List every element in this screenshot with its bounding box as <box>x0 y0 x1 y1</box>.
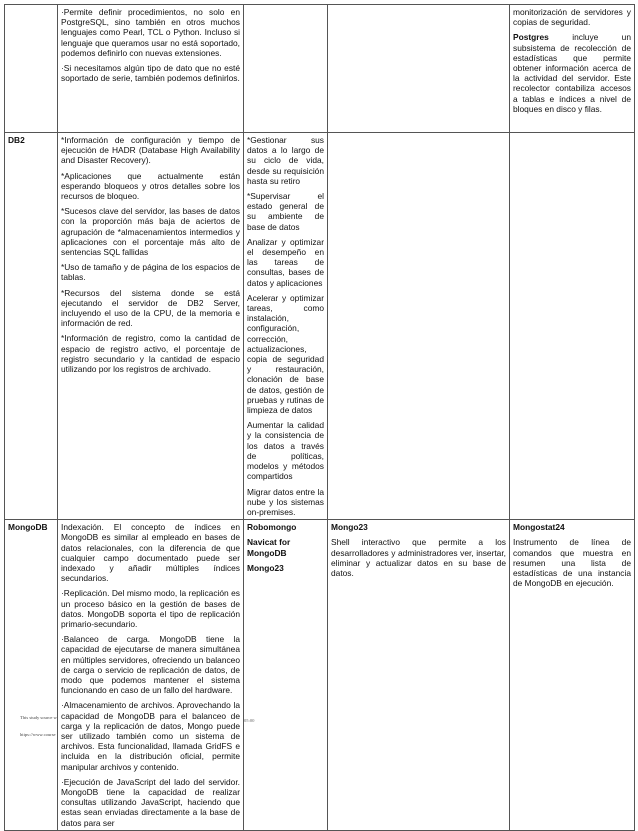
db2-feature-3: Analizar y optimizar el desempeño en las tareas de consultas, bases de datos y aplicaciones <box>247 236 324 288</box>
postgres-monitor-desc <box>513 32 631 114</box>
db2-feature-6: Migrar datos entre la nube y los sistemas on-premises. <box>247 486 324 517</box>
mongo-desc-p2: ·Replicación. Del mismo modo, la replicación es un proceso básico en la gestión de bases de datos. MongoDB soporta el tipo de replicación primario-secundario. <box>61 588 240 629</box>
mongo-stat-desc: Instrumento de línea de comandos que muestra en resumen una lista de estadísticas de una instancia de MongoDB en ejecución. <box>513 537 631 589</box>
db2-feature-1: *Gestionar sus datos a lo largo de su ciclo de vida, desde su requisición hasta su retiro <box>247 135 324 186</box>
cell-postgres-desc <box>58 5 244 133</box>
db2-desc-p5: *Recursos del sistema donde se está ejecutando el servidor de DB2 Server, incluyendo el uso de la CPU, de la memoria e información de red. <box>61 287 240 329</box>
cell-empty-4 <box>328 5 510 133</box>
db2-feature-5: Aumentar la calidad y la consistencia de los datos a través de políticas, modelos y métodos compartidos <box>247 420 324 482</box>
cell-mongodb-shell <box>328 520 510 831</box>
mongo-stat-title: Mongostat24 <box>513 522 565 533</box>
db2-feature-2: *Supervisar el estado general de su ambiente de base de datos <box>247 191 324 232</box>
cell-mongodb-desc <box>58 520 244 831</box>
db2-desc-p1: *Información de configuración y tiempo de ejecución de HADR (Database High Availability and Disaster Recovery). <box>61 135 240 166</box>
mongo-tool-2: Navicat for MongoDB <box>247 537 291 558</box>
mongo-desc-p4: ·Almacenamiento de archivos. Aprovechando la capacidad de MongoDB para el balanceo de carga y la replicación de datos, Mongo puede ser utilizado también como un sistema de archivos. Esta funcionalidad, llamada GridFS e incluida en la distribución oficial, permite manipular archivos y contenido. <box>61 700 240 772</box>
table-row-mongodb <box>5 520 635 831</box>
cell-postgres-monitor <box>510 5 635 133</box>
db2-desc-p6: *Información de registro, como la cantidad de espacio de registro activo, el porcentaje de registro secundario y la cantidad de espacio utilizando por los registros de archivado. <box>61 333 240 375</box>
cell-mongodb-tools <box>244 520 328 831</box>
db2-feature-4: Acelerar y optimizar tareas, como instalación, configuración, corrección, actualizaciones, copia de seguridad y restauración, clonación de base de datos, gestión de pruebas y rutinas de limpieza de datos <box>247 292 324 416</box>
postgres-monitor-text: monitorización de servidores y copias de seguridad. <box>513 7 631 28</box>
postgres-desc-p2: ·Si necesitamos algún tipo de dato que no esté soportado de serie, también podemos definirlos. <box>61 63 240 84</box>
cell-mongodb-stat <box>510 520 635 831</box>
cell-db2-desc <box>58 133 244 520</box>
cell-mongodb-name: MongoDB <box>5 520 58 831</box>
cell-db2-features <box>244 133 328 520</box>
mongo-desc-p3: ·Balanceo de carga. MongoDB tiene la capacidad de ejecutarse de manera simultánea en múltiples servidores, ofreciendo un balanceo de carga o servicio de replicación de datos, de modo que podemos mantener el sistema funcionando en caso de un fallo del hardware. <box>61 634 240 696</box>
mongo-desc-p5: ·Ejecución de JavaScript del lado del servidor. MongoDB tiene la capacidad de realizar consultas utilizando JavaScript, haciendo que estas sean enviadas directamente a la base de datos para ser <box>61 776 240 828</box>
mongo-tool-1: Robomongo <box>247 522 297 533</box>
footer-url-line: https://www.course <box>20 732 56 737</box>
db2-desc-p2: *Aplicaciones que actualmente están esperando bloqueos y otros detalles sobre los recursos de bloqueo. <box>61 170 240 202</box>
table-row-db2 <box>5 133 635 520</box>
db2-desc-p4: *Uso de tamaño y de página de los espacios de tablas. <box>61 262 240 283</box>
comparison-table <box>4 4 635 831</box>
cell-name-empty <box>5 5 58 133</box>
table-row-postgres-continued <box>5 5 635 133</box>
db2-desc-p3: *Sucesos clave del servidor, las bases de datos con la proporción más baja de aciertos de agrupación de *almacenamientos intermedios y aplicaciones con el porcentaje más alto de sentencias SQL fallidas <box>61 206 240 258</box>
cell-db2-empty-5 <box>510 133 635 520</box>
postgres-desc-p1: ·Permite definir procedimientos, no solo en PostgreSQL, sino también en otros muchos lenguajes como Pearl, TCL o Python. Incluso si lenguaje que queramos usar no está soportado, podemos definirlo con nuevas extensiones. <box>61 7 240 58</box>
watermark-time: 05:00 <box>244 718 255 723</box>
mongo-shell-title: Mongo23 <box>331 522 368 533</box>
postgres-monitor-title: Postgres <box>513 32 549 43</box>
footer-source-line: This study source w <box>20 715 57 720</box>
mongo-shell-desc: Shell interactivo que permite a los desarrolladores y administradores ver, insertar, eliminar y actualizar datos en su base de datos. <box>331 537 506 578</box>
cell-db2-empty-4 <box>328 133 510 520</box>
cell-db2-name: DB2 <box>5 133 58 520</box>
mongo-tool-3: Mongo23 <box>247 562 284 573</box>
mongo-desc-p1: Indexación. El concepto de índices en MongoDB es similar al empleado en bases de datos relacionales, con la diferencia de que cualquier campo documentado puede ser indexado y añadir múltiples índices secundarios. <box>61 522 240 584</box>
cell-empty-3 <box>244 5 328 133</box>
postgres-monitor-desc-text: incluye un subsistema de recolección de estadísticas que permite obtener información acerca de la actividad del servidor. Este recolector contabiliza accesos a tablas e índices a nivel de bloques en disco y filas. <box>513 32 632 114</box>
